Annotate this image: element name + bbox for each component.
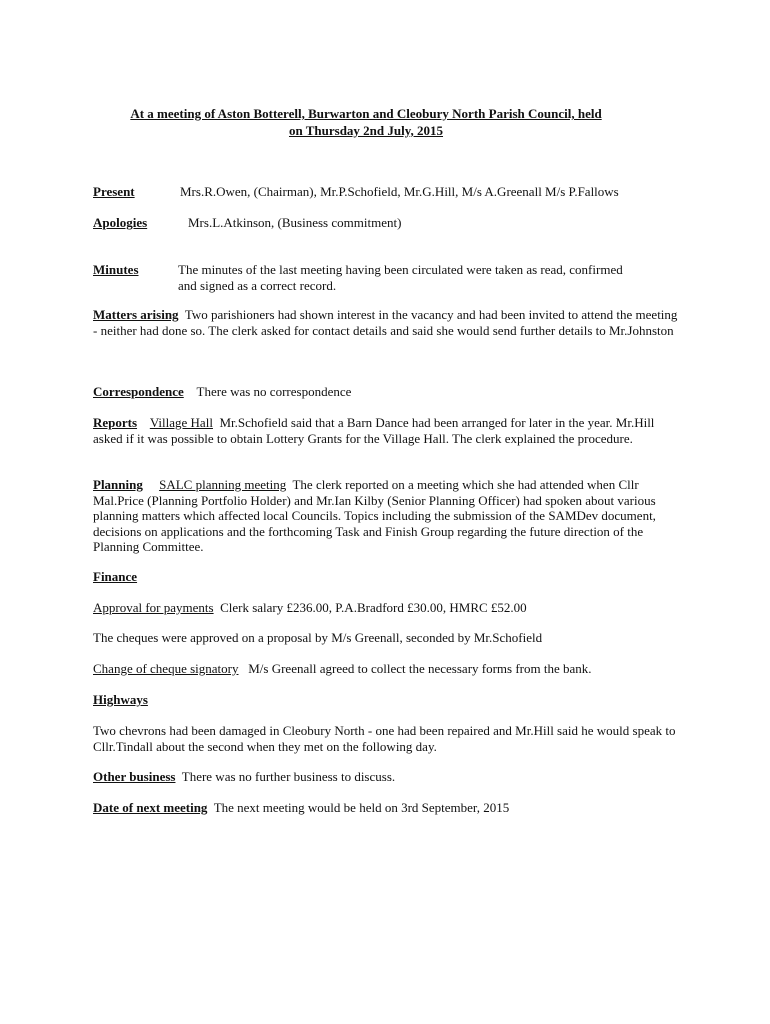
correspondence-section [93,384,683,400]
reports-label: Reports [93,415,138,430]
present-label: Present [93,184,135,199]
highways-label-block [93,692,683,708]
present-text: Mrs.R.Owen, (Chairman), Mr.P.Schofield, Mr.G.Hill, M/s A.Greenall M/s P.Fallows [180,184,619,199]
correspondence-label: Correspondence [93,384,184,399]
finance-change-signatory [93,661,683,677]
reports-text: Mr.Schofield said that a Barn Dance had been arranged for later in the year. Mr.Hill asked if it was possible to obtain Lottery Grants for the Village Hall. The clerk explained the procedure. [93,415,655,446]
highways-label: Highways [93,692,148,707]
next-meeting-label: Date of next meeting [93,800,208,815]
finance-cheques [93,630,683,646]
matters-arising-text: Two parishioners had shown interest in the vacancy and had been invited to attend the meeting - neither had done so. The clerk asked for contact details and said she would send further details to Mr.Johnston [93,307,678,338]
other-business-label: Other business [93,769,176,784]
minutes-line-2: and signed as a correct record. [178,277,337,293]
planning-salc-label: SALC planning meeting [159,477,287,492]
correspondence-text: There was no correspondence [196,384,352,399]
minutes-label: Minutes [93,262,139,277]
planning-label: Planning [93,477,143,492]
other-business-text: There was no further business to discuss. [181,769,396,784]
next-meeting-section [93,800,683,816]
finance-label-block [93,569,683,585]
other-business-section [93,769,683,785]
apologies-text: Mrs.L.Atkinson, (Business commitment) [188,215,402,230]
minutes-text [178,262,623,293]
highways-section [93,723,683,754]
reports-village-hall-label: Village Hall [149,415,213,430]
finance-label: Finance [93,569,138,584]
approval-for-payments-text: Clerk salary £236.00, P.A.Bradford £30.00, HMRC £52.00 [220,600,527,615]
next-meeting-text: The next meeting would be held on 3rd September, 2015 [213,800,510,815]
matters-arising-section [93,307,683,338]
minutes-line-1: The minutes of the last meeting having been circulated were taken as read, confirmed [178,262,623,277]
apologies-label: Apologies [93,215,148,230]
reports-section [93,415,683,446]
planning-text: The clerk reported on a meeting which she had attended when Cllr Mal.Price (Planning Portfolio Holder) and Mr.Ian Kilby (Senior Planning Officer) had spoken about various planning matters which affected local Councils. Topics including the submission of the SAMDev document, decisions on applications and the forthcoming Task and Finish Group regarding the future direction of the Planning Committee. [93,477,656,554]
matters-arising-label: Matters arising [93,307,179,322]
document-title [80,105,652,139]
highways-text: Two chevrons had been damaged in Cleobury North - one had been repaired and Mr.Hill said he would speak to Cllr.Tindall about the second when they met on the following day. [93,723,676,754]
title-line-2: on Thursday 2nd July, 2015 [288,123,444,138]
change-cheque-signatory-label: Change of cheque signatory [93,661,239,676]
title-line-1: At a meeting of Aston Botterell, Burwarton and Cleobury North Parish Council, held [130,106,602,121]
approval-for-payments-label: Approval for payments [93,600,214,615]
cheques-approved-text: The cheques were approved on a proposal by M/s Greenall, seconded by Mr.Schofield [93,630,543,645]
planning-section [93,477,683,555]
finance-approval [93,600,683,616]
change-cheque-signatory-text: M/s Greenall agreed to collect the necessary forms from the bank. [248,661,592,676]
